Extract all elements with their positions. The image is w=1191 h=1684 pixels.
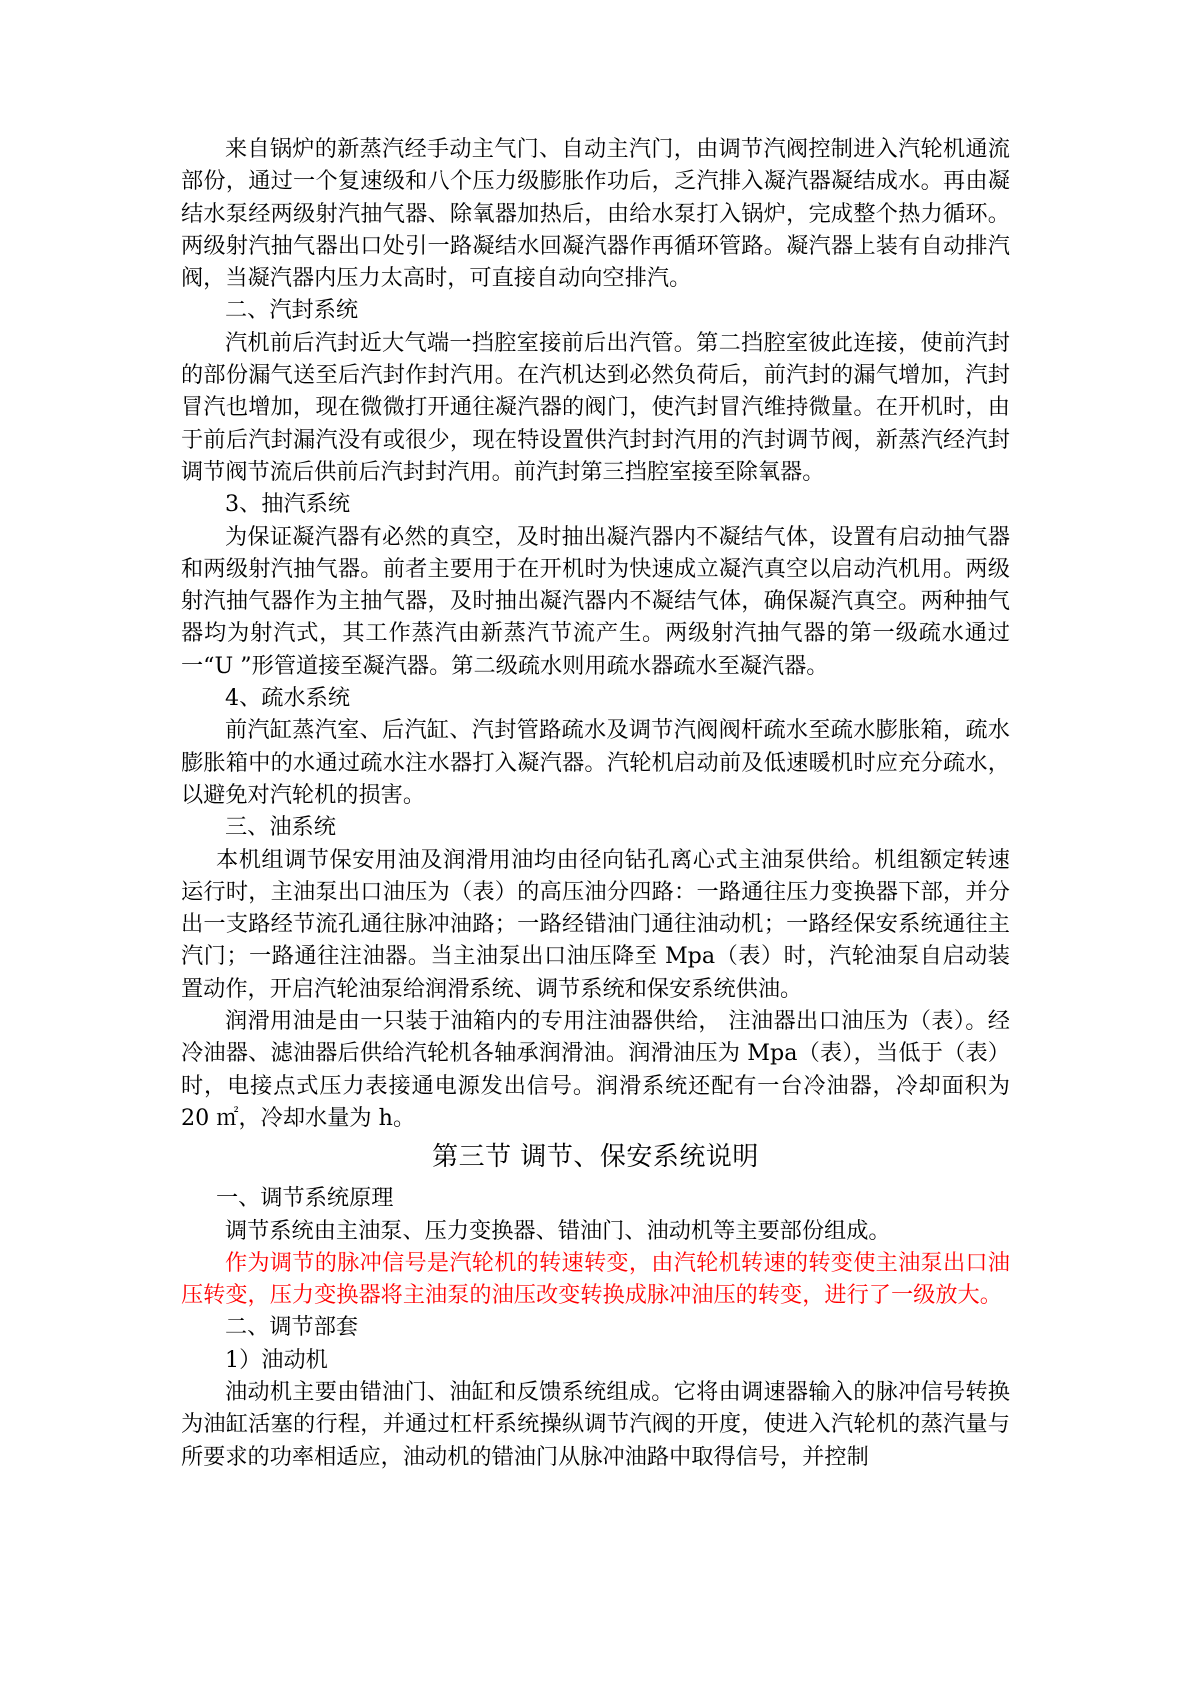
paragraph-governing-components: 调节系统由主油泵、压力变换器、错油门、油动机等主要部份组成。 — [225, 1217, 891, 1244]
heading-oil-system: 三、油系统 — [225, 814, 336, 841]
heading-seal-system: 二、汽封系统 — [225, 297, 359, 324]
paragraph-extraction-system: 为保证凝汽器有必然的真空，及时抽出凝汽器内不凝结气体，设置有启动抽气器和两级射汽抽气器。前者主要用于在开机时为快速成立凝汽真空以启动汽机用。两级射汽抽气器作为主抽气器，及时抽出凝汽器内不凝结气体，确保凝汽真空。两种抽气器均为射汽式，其工作蒸汽由新蒸汽节流产生。两级射汽抽气器的第一级疏水通过一“U ”形管道接至凝汽器。第二级疏水则用疏水器疏水至凝汽器。 — [181, 523, 1010, 679]
section-title: 第三节 调节、保安系统说明 — [432, 1142, 759, 1173]
paragraph-governing-signal-highlight: 作为调节的脉冲信号是汽轮机的转速转变，由汽轮机转速的转变使主油泵出口油压转变，压力变换器将主油泵的油压改变转换成脉冲油压的转变，进行了一级放大。 — [181, 1249, 1010, 1309]
heading-extraction-system: 3、抽汽系统 — [225, 491, 351, 518]
heading-governing-principle: 一、调节系统原理 — [216, 1185, 394, 1212]
heading-governing-parts: 二、调节部套 — [225, 1314, 359, 1341]
paragraph-servomotor: 油动机主要由错油门、油缸和反馈系统组成。它将由调速器输入的脉冲信号转换为油缸活塞的行程，并通过杠杆系统操纵调节汽阀的开度，使进入汽轮机的蒸汽量与所要求的功率相适应，油动机的错油门从脉冲油路中取得信号，并控制 — [181, 1378, 1010, 1470]
heading-servomotor: 1）油动机 — [225, 1346, 328, 1373]
paragraph-lubrication: 润滑用油是由一只装于油箱内的专用注油器供给， 注油器出口油压为（表）。经冷油器、滤油器后供给汽轮机各轴承润滑油。润滑油压为 Mpa（表），当低于（表）时，电接点式压力表接通电源发出信号。润滑系统还配有一台冷油器，冷却面积为 20 ㎡，冷却水量为 h。 — [181, 1008, 1010, 1131]
paragraph-oil-supply: 本机组调节保安用油及润滑用油均由径向钻孔离心式主油泵供给。机组额定转速运行时，主油泵出口油压为（表）的高压油分四路：一路通往压力变换器下部，并分出一支路经节流孔通往脉冲油路；一路经错油门通往油动机；一路经保安系统通往主汽门；一路通往注油器。当主油泵出口油压降至 Mpa（表）时，汽轮油泵自启动装置动作，开启汽轮油泵给润滑系统、调节系统和保安系统供油。 — [181, 846, 1010, 1002]
document-page — [181, 133, 1010, 1473]
paragraph-thermal-cycle: 来自锅炉的新蒸汽经手动主气门、自动主汽门，由调节汽阀控制进入汽轮机通流部份，通过一个复速级和八个压力级膨胀作功后，乏汽排入凝汽器凝结成水。再由凝结水泵经两级射汽抽气器、除氧器加热后，由给水泵打入锅炉，完成整个热力循环。两级射汽抽气器出口处引一路凝结水回凝汽器作再循环管路。凝汽器上装有自动排汽阀，当凝汽器内压力太高时，可直接自动向空排汽。 — [181, 136, 1010, 292]
paragraph-seal-system: 汽机前后汽封近大气端一挡腔室接前后出汽管。第二挡腔室彼此连接，使前汽封的部份漏气送至后汽封作封汽用。在汽机达到必然负荷后，前汽封的漏气增加，汽封冒汽也增加，现在微微打开通往凝汽器的阀门，使汽封冒汽维持微量。在开机时，由于前后汽封漏汽没有或很少，现在特设置供汽封封汽用的汽封调节阀，新蒸汽经汽封调节阀节流后供前后汽封封汽用。前汽封第三挡腔室接至除氧器。 — [181, 329, 1010, 485]
heading-drain-system: 4、疏水系统 — [225, 685, 351, 712]
paragraph-drain-system: 前汽缸蒸汽室、后汽缸、汽封管路疏水及调节汽阀阀杆疏水至疏水膨胀箱，疏水膨胀箱中的水通过疏水注水器打入凝汽器。汽轮机启动前及低速暖机时应充分疏水，以避免对汽轮机的损害。 — [181, 717, 1010, 808]
